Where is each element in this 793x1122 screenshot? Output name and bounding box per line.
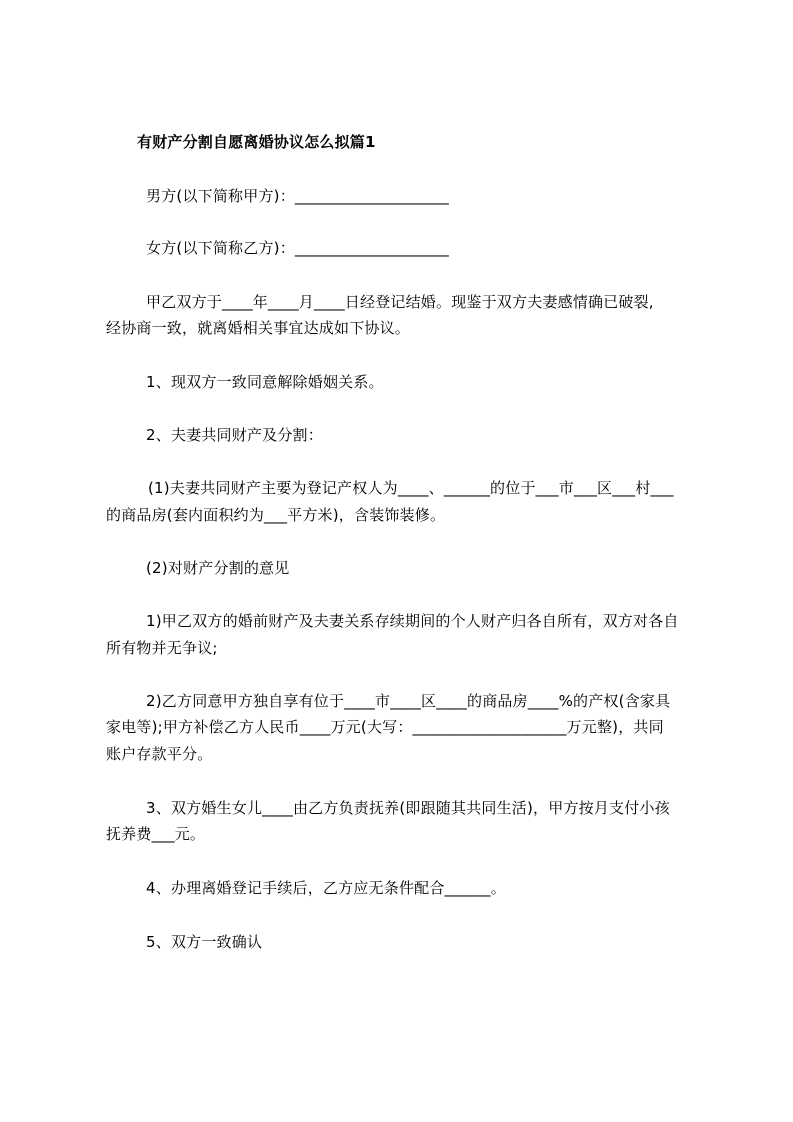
clause-4: 4、办理离婚登记手续后，乙方应无条件配合______。 <box>146 879 506 897</box>
clause-2-2-1-line-1: 1)甲乙双方的婚前财产及夫妻关系存续期间的个人财产归各自所有，双方对各自 <box>146 612 679 630</box>
party-male-line: 男方(以下简称甲方)：____________________ <box>146 187 449 205</box>
clause-2-1-line-2: 的商品房(套内面积约为___平方米)，含装饰装修。 <box>106 506 446 524</box>
clause-3-line-1: 3、双方婚生女儿____由乙方负责抚养(即跟随其共同生活)，甲方按月支付小孩 <box>146 799 670 817</box>
clause-2-heading: 2、夫妻共同财产及分割： <box>146 426 323 444</box>
party-female-line: 女方(以下简称乙方)：____________________ <box>146 239 449 257</box>
clause-3-line-2: 抚养费___元。 <box>106 825 206 843</box>
clause-1: 1、现双方一致同意解除婚姻关系。 <box>146 373 384 391</box>
clause-2-2-2-line-1: 2)乙方同意甲方独自享有位于____市____区____的商品房____%的产权(含家具 <box>146 692 671 710</box>
clause-2-2-1-line-2: 所有物并无争议; <box>106 639 218 657</box>
intro-paragraph-line-1: 甲乙双方于____年____月____日经登记结婚。现鉴于双方夫妻感情确已破裂, <box>146 293 654 311</box>
clause-2-2-2-line-3: 账户存款平分。 <box>106 745 213 763</box>
clause-2-1-line-1: (1)夫妻共同财产主要为登记产权人为____、______的位于___市___区___村___ <box>148 479 674 497</box>
document-title: 有财产分割自愿离婚协议怎么拟篇1 <box>137 133 376 151</box>
intro-paragraph-line-2: 经协商一致，就离婚相关事宜达成如下协议。 <box>106 319 411 337</box>
clause-2-2-2-line-2: 家电等);甲方补偿乙方人民币____万元(大写：____________________万元整)，共同 <box>106 718 664 736</box>
clause-5: 5、双方一致确认 <box>146 933 263 951</box>
clause-2-2-heading: (2)对财产分割的意见 <box>146 559 290 577</box>
